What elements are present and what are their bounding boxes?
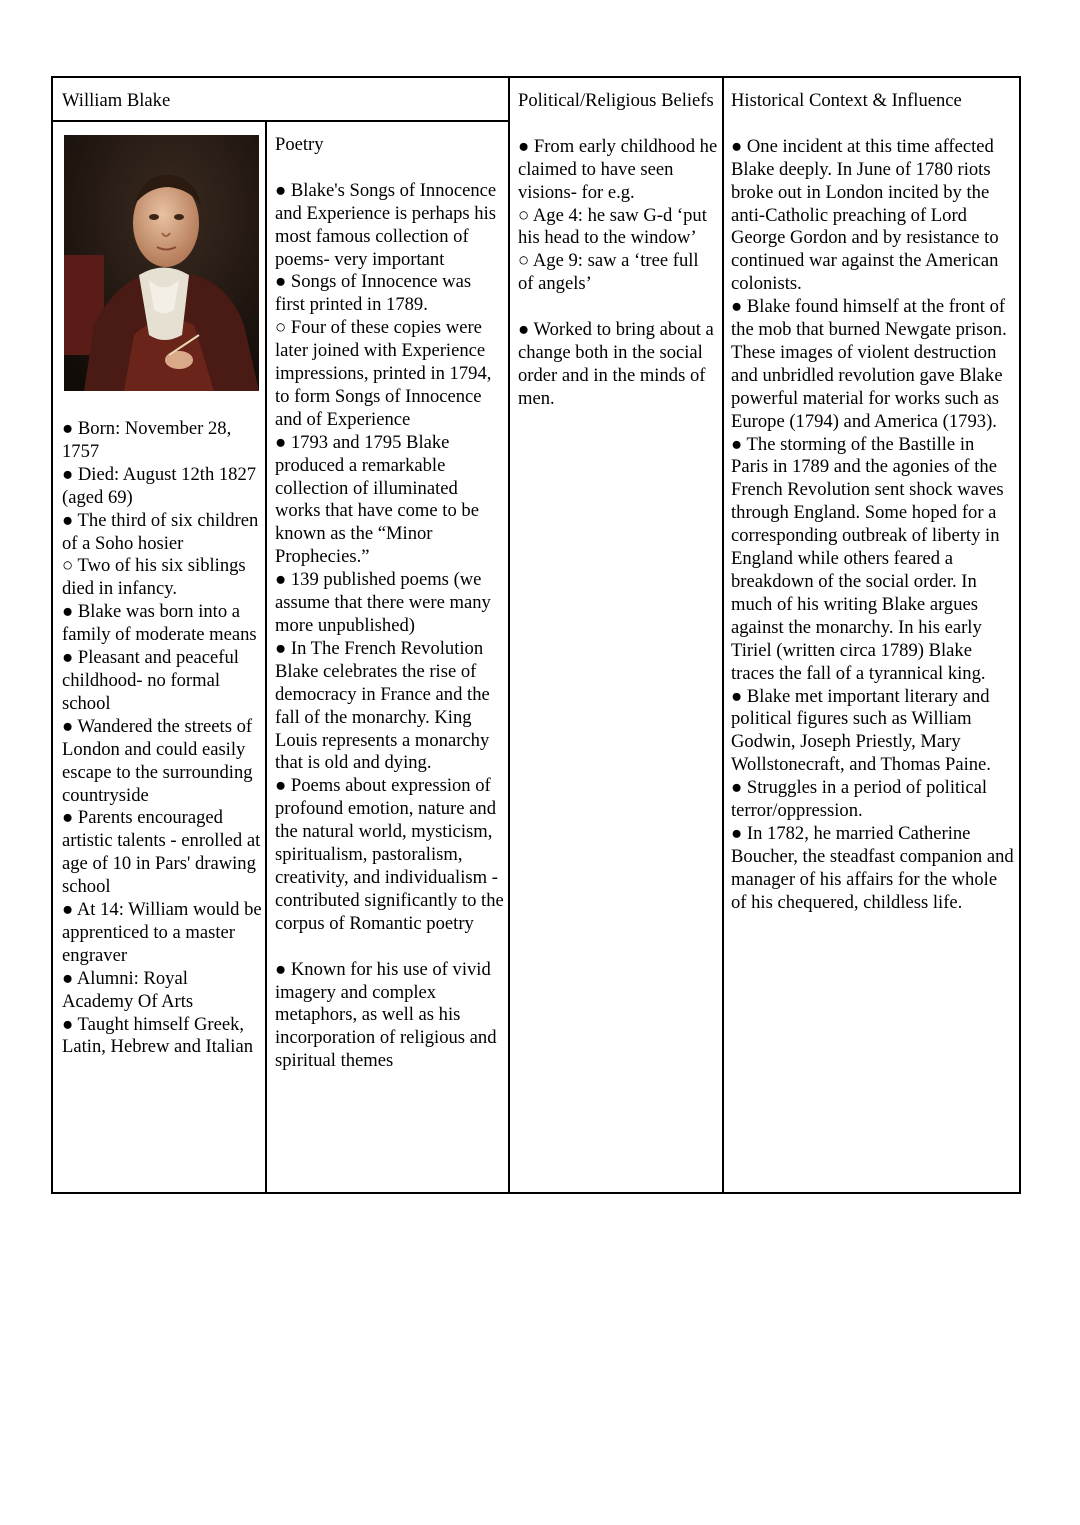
bio-item: ● Alumni: Royal Academy Of Arts — [62, 967, 194, 1012]
beliefs-heading: Political/Religious Beliefs — [518, 90, 714, 111]
biography-cell — [62, 418, 262, 1059]
history-item: ● Blake met important literary and political figures such as William Godwin, Joseph Priestly, Mary Wollstonecraft, and Thomas Paine. — [731, 685, 991, 776]
history-cell — [731, 90, 1015, 915]
row-divider — [53, 120, 508, 122]
beliefs-item: ● From early childhood he claimed to have seen visions- for e.g. — [518, 135, 718, 203]
poetry-cell — [275, 134, 505, 1073]
poetry-heading: Poetry — [275, 134, 324, 155]
bio-item: ● Born: November 28, 1757 — [62, 418, 232, 462]
portrait-image — [64, 135, 259, 391]
bio-item: ● Wandered the streets of London and could easily escape to the surrounding countryside — [62, 715, 253, 806]
poetry-item: ● Blake's Songs of Innocence and Experience is perhaps his most famous collection of poems- very important — [275, 179, 497, 270]
poetry-item: ● 1793 and 1795 Blake produced a remarkable collection of illuminated works that have come to be known as the “Minor Prophecies.” — [275, 431, 479, 568]
beliefs-cell — [518, 90, 718, 411]
column-divider — [265, 121, 267, 1192]
poetry-item: ● Known for his use of vivid imagery and complex metaphors, as well as his incorporation of religious and spiritual themes — [275, 958, 497, 1072]
bio-item: ○ Two of his six siblings died in infancy. — [62, 555, 246, 600]
bio-item: ● Taught himself Greek, Latin, Hebrew and Italian — [62, 1013, 254, 1058]
poetry-item: ● Songs of Innocence was first printed in 1789. — [275, 271, 472, 316]
beliefs-item: ○ Age 4: he saw G-d ‘put his head to the window’ — [518, 204, 707, 249]
bio-item: ● Blake was born into a family of moderate means — [62, 601, 257, 646]
poetry-item: ● Poems about expression of profound emotion, nature and the natural world, mysticism, spiritualism, pastoralism, creativity, and individualism - contributed significantly to the corpus of Romantic poetry — [275, 775, 504, 934]
history-item: ● One incident at this time affected Blake deeply. In June of 1780 riots broke out in London incited by the anti-Catholic preaching of Lord George Gordon and by resistance to continued war against the American colonists. — [731, 135, 999, 295]
table-title-cell — [62, 90, 502, 113]
history-item: ● The storming of the Bastille in Paris in 1789 and the agonies of the French Revolution sent shock waves through England. Some hoped for a corresponding outbreak of liberty in England while others feared a breakdown of the social order. In much of his writing Blake argues against the monarchy. In his early Tiriel (written circa 1789) Blake traces the fall of a tyrannical king. — [731, 433, 1004, 684]
history-item: ● In 1782, he married Catherine Boucher, the steadfast companion and manager of his affairs for the whole of his chequered, childless life. — [731, 822, 1014, 913]
poetry-item: ● In The French Revolution Blake celebrates the rise of democracy in France and the fall of the monarchy. King Louis represents a monarchy that is old and dying. — [275, 637, 490, 774]
beliefs-item: ○ Age 9: saw a ‘tree full of angels’ — [518, 250, 699, 295]
bio-item: ● Pleasant and peaceful childhood- no formal school — [62, 647, 239, 714]
table-title: William Blake — [62, 90, 171, 111]
poetry-item: ● 139 published poems (we assume that there were many more unpublished) — [275, 569, 491, 637]
info-table — [51, 76, 1021, 1194]
bio-item: ● At 14: William would be apprenticed to a master engraver — [62, 899, 262, 966]
column-divider — [722, 78, 724, 1192]
poetry-item: ○ Four of these copies were later joined with Experience impressions, printed in 1794, to form Songs of Innocence and of Experience — [275, 317, 492, 430]
bio-item: ● Died: August 12th 1827 (aged 69) — [62, 463, 257, 508]
beliefs-item: ● Worked to bring about a change both in the social order and in the minds of men. — [518, 319, 714, 409]
history-item: ● Blake found himself at the front of the mob that burned Newgate prison. These images of violent destruction and unbridled revolution gave Blake powerful material for works such as Europe (1794) and America (1793). — [731, 296, 1007, 432]
history-heading: Historical Context & Influence — [731, 90, 962, 111]
bio-item: ● The third of six children of a Soho hosier — [62, 509, 259, 554]
column-divider — [508, 78, 510, 1192]
bio-item: ● Parents encouraged artistic talents - enrolled at age of 10 in Pars' drawing school — [62, 807, 261, 898]
history-item: ● Struggles in a period of political terror/oppression. — [731, 777, 987, 822]
